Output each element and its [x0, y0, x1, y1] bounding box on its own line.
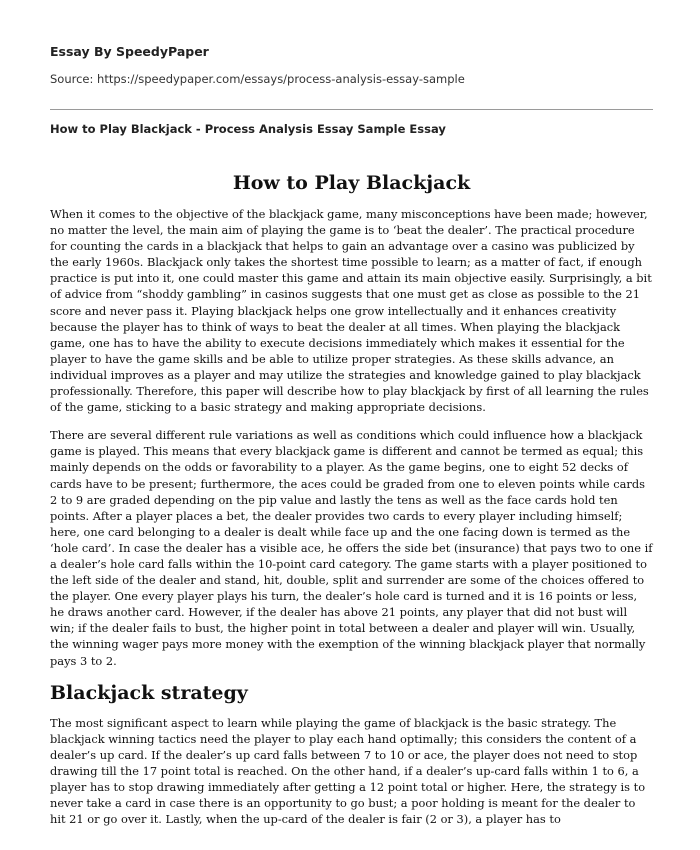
essay-paragraph-1: When it comes to the objective of the blackjack game, many misconceptions have been made; however, no matter the level, the main aim of playing the game is to ‘beat the dealer’. The practical procedure for counting the cards in a blackjack that helps to gain an advantage over a casino was publicized by the early 1960s. Blackjack only takes the shortest time possible to learn; as a matter of fact, if enough practice is put into it, one could master this game and attain its main objective easily. Surprisingly, a bit of advice from “shoddy gambling” in casinos suggests that one must get as close as possible to the 21 score and never pass it. Playing blackjack helps one grow intellectually and it enhances creativity because the player has to think of ways to beat the dealer at all times. When playing the blackjack game, one has to have the ability to execute decisions immediately which makes it essential for the player to have the game skills and be able to utilize proper strategies. As these skills advance, an individual improves as a player and may utilize the strategies and knowledge gained to play blackjack professionally. Therefore, this paper will describe how to play blackjack by first of all learning the rules of the game, sticking to a basic strategy and making appropriate decisions.: [50, 207, 652, 415]
source-line: Source: https://speedypaper.com/essays/process-analysis-essay-sample: [50, 72, 465, 86]
essay-heading: How to Play Blackjack: [232, 172, 471, 194]
essay-paragraph-2: There are several different rule variations as well as conditions which could influence how a blackjack game is played. This means that every blackjack game is different and cannot be termed as equal; this mainly depends on the odds or favorability to a player. As the game begins, one to eight 52 decks of cards have to be present; furthermore, the aces could be graded from one to eleven points while cards 2 to 9 are graded depending on the pip value and lastly the tens as well as the face cards hold ten points. After a player places a bet, the dealer provides two cards to every player including himself; here, one card belonging to a dealer is dealt while face up and the one facing down is termed as the ‘hole card’. In case the dealer has a visible ace, he offers the side bet (insurance) that pays two to one if a dealer’s hole card falls within the 10-point card category. The game starts with a player positioned to the left side of the dealer and stand, hit, double, split and surrender are some of the choices offered to the player. One every player plays his turn, the dealer’s hole card is turned and it is 16 points or less, he draws another card. However, if the dealer has above 21 points, any player that did not bust will win; if the dealer fails to bust, the higher point in total between a dealer and player will win. Usually, the winning wager pays more money with the exemption of the winning blackjack player that normally pays 3 to 2.: [50, 428, 653, 668]
section-paragraph-1: The most significant aspect to learn while playing the game of blackjack is the basic strategy. The blackjack winning tactics need the player to play each hand optimally; this considers the content of a dealer’s up card. If the dealer’s up card falls between 7 to 10 or ace, the player does not need to stop drawing till the 17 point total is reached. On the other hand, if a dealer’s up-card falls within 1 to 6, a player has to stop drawing immediately after getting a 12 point total or higher. Here, the strategy is to never take a card in case there is an opportunity to go bust; a poor holding is meant for the dealer to hit 21 or go over it. Lastly, when the up-card of the dealer is fair (2 or 3), a player has to: [50, 715, 646, 827]
section-heading: Blackjack strategy: [50, 681, 248, 704]
document-title: How to Play Blackjack - Process Analysis Essay Sample Essay: [50, 122, 446, 136]
essay-content: [50, 170, 653, 839]
site-title: Essay By SpeedyPaper: [50, 44, 209, 59]
header-divider: [50, 109, 653, 110]
